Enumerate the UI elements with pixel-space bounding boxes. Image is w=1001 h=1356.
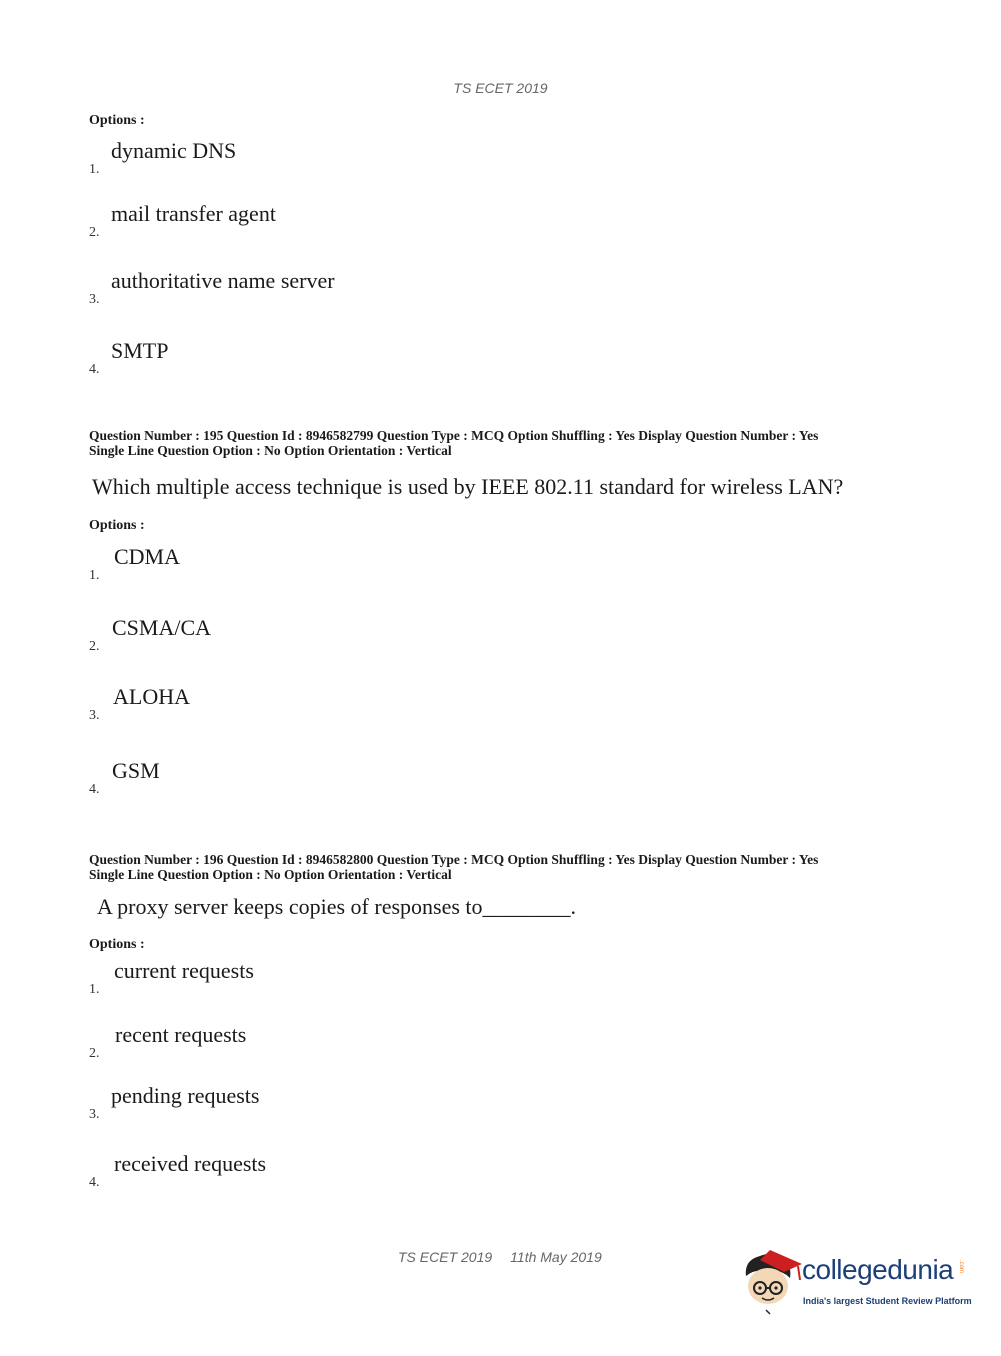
option-text: current requests [114,958,254,983]
question-meta-line: Question Number : 195 Question Id : 8946582799 Question Type : MCQ Option Shuffling : Yes Display Question Number : Yes [89,428,819,443]
option-item [89,268,789,308]
option-item [89,615,789,655]
mascot-icon [740,1250,804,1316]
footer-exam: TS ECET 2019 [398,1249,493,1265]
options-label: Options : [89,518,145,533]
option-item [89,1083,789,1123]
logo-tagline: India's largest Student Review Platform [803,1296,972,1306]
option-number: 3. [89,292,100,307]
option-item [89,1022,789,1062]
option-item [89,1151,789,1191]
question-meta-line: Single Line Question Option : No Option Orientation : Vertical [89,443,452,458]
option-text: mail transfer agent [111,201,276,226]
option-text: CSMA/CA [112,615,212,640]
option-text: SMTP [111,338,169,363]
option-number: 4. [89,1175,100,1190]
question-meta [89,852,919,882]
option-item [89,684,789,724]
option-text: dynamic DNS [111,138,237,163]
page-footer [398,1249,602,1265]
option-number: 1. [89,162,100,177]
option-number: 1. [89,982,100,997]
option-item [89,138,789,178]
option-text: authoritative name server [111,268,335,293]
question-meta-line: Single Line Question Option : No Option Orientation : Vertical [89,867,452,882]
options-label: Options : [89,937,145,952]
logo-wordmark: collegedunia [802,1254,954,1285]
option-number: 2. [89,1046,100,1061]
option-number: 3. [89,1107,100,1122]
option-item [89,758,789,798]
question-text: A proxy server keeps copies of responses to________. [97,894,577,919]
option-text: CDMA [114,544,181,569]
option-number: 1. [89,568,100,583]
collegedunia-logo [740,1250,970,1316]
option-item [89,544,789,584]
option-number: 4. [89,782,100,797]
option-text: ALOHA [113,684,190,709]
option-text: pending requests [111,1083,260,1108]
options-label: Options : [89,113,145,128]
option-item [89,201,789,241]
logo-suffix: .com [958,1260,964,1274]
option-number: 4. [89,362,100,377]
footer-date: 11th May 2019 [510,1249,602,1265]
option-number: 2. [89,639,100,654]
option-item [89,338,789,378]
option-text: recent requests [115,1022,247,1047]
option-number: 2. [89,225,100,240]
option-text: GSM [112,758,160,783]
question-meta [89,428,919,458]
question-text: Which multiple access technique is used by IEEE 802.11 standard for wireless LAN? [92,474,844,499]
page-header: TS ECET 2019 [453,80,548,96]
option-item [89,958,789,998]
question-meta-line: Question Number : 196 Question Id : 8946582800 Question Type : MCQ Option Shuffling : Yes Display Question Number : Yes [89,852,819,867]
option-text: received requests [114,1151,267,1176]
option-number: 3. [89,708,100,723]
